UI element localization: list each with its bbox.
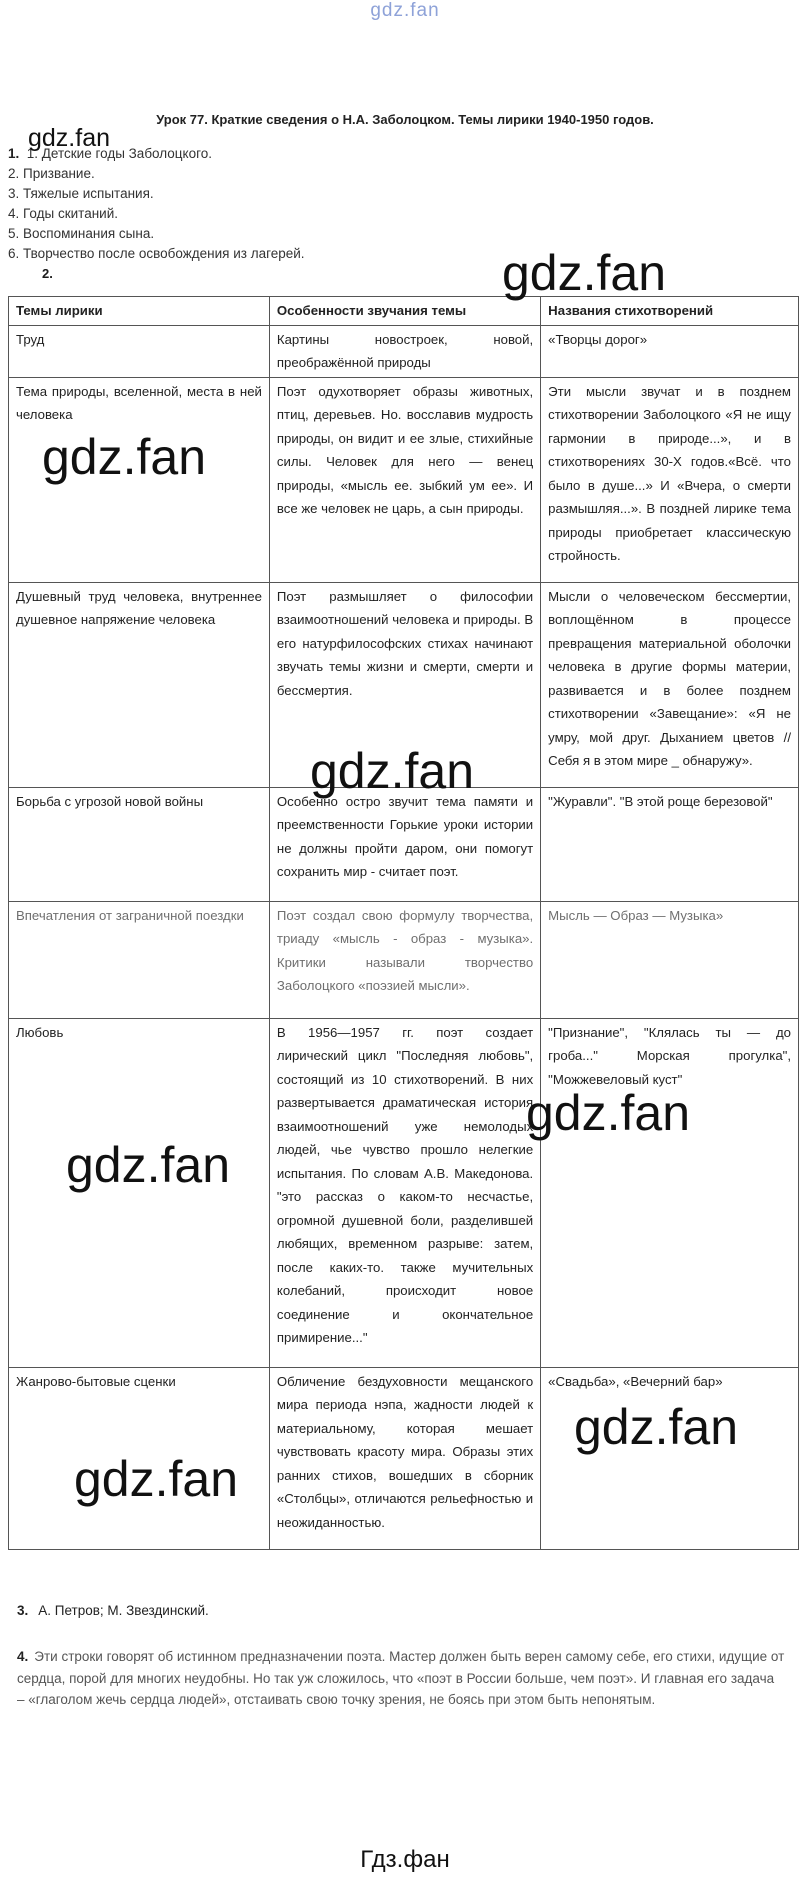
outline-item <box>8 204 768 224</box>
poems-cell: «Свадьба», «Вечерний бар» <box>541 1367 799 1549</box>
answer-4-marker: 4. <box>17 1649 29 1664</box>
poems-cell: Мысль — Образ — Музыка» <box>541 901 799 1018</box>
poems-cell: "Признание", "Клялась ты — до гроба..." Морская прогулка", "Можжевеловый куст" <box>541 1018 799 1367</box>
site-header-watermark: gdz.fan <box>370 0 440 21</box>
answer-2-marker: 2. <box>42 266 53 281</box>
table-row <box>9 901 799 1018</box>
answer-4-text: Эти строки говорят об истинном предназначении поэта. Мастер должен быть верен самому себе, его стихи, идущие от сердца, порой для многих неудобны. Но так уж сложилось, что «поэт в России больше, чем поэт». И главная его задача – «глаголом жечь сердца людей», отстаивать свою точку зрения, не боясь при этом быть непонятым. <box>17 1649 785 1707</box>
outline-item <box>8 164 768 184</box>
header-themes: Темы лирики <box>9 297 270 326</box>
table-row <box>9 787 799 901</box>
outline-item <box>8 224 768 244</box>
theme-cell: Душевный труд человека, внутреннее душевное напряжение человека <box>9 582 270 787</box>
outline-item <box>8 144 768 164</box>
header-features: Особенности звучания темы <box>269 297 540 326</box>
feature-cell: В 1956—1957 гг. поэт создает лирический цикл "Последняя любовь", состоящий из 10 стихотворений. В них развертывается драматическая история взаимоотношений уже немолодых людей, чье чувство прошло нелегкие испытания. По словам А.В. Македонова. "это рассказ о каком-то несчастье, огромной душевной боли, разделившей любящих, временном разрыве: затем, после каких-то. также мучительных колебаний, происходит новое соединение и окончательное примирение..." <box>269 1018 540 1367</box>
header-poems: Названия стихотворений <box>541 297 799 326</box>
outline-item-text: 6. Творчество после освобождения из лагерей. <box>8 246 305 261</box>
watermark-text: gdz.fan <box>526 1085 691 1141</box>
answer-3-text: А. Петров; М. Звездинский. <box>38 1603 209 1618</box>
footer-site-name: Гдз.фан <box>360 1846 450 1873</box>
feature-cell: Особенно остро звучит тема памяти и преемственности Горькие уроки истории не должны пройти даром, они помогут сохранить мир - считает поэт. <box>269 787 540 901</box>
feature-cell: Обличение бездуховности мещанского мира периода нэпа, жадности людей к материальному, которая мешает чувствовать красоту мира. Образы этих ранних стихов, вошедших в сборник «Столбцы», отличаются рельефностью и неожиданностью. <box>269 1367 540 1549</box>
theme-cell: Жанрово-бытовые сценки <box>9 1367 270 1549</box>
outline-item-text: 5. Воспоминания сына. <box>8 226 155 241</box>
feature-cell: Поэт одухотворяет образы животных, птиц, деревьев. Но. восславив мудрость природы, он видит и ее злые, стихийные силы. Человек для него — венец природы, «мысль ее. зыбкий ум ее». И все же человек не царь, а сын природы. <box>269 377 540 582</box>
poems-cell: «Творцы дорог» <box>541 325 799 377</box>
theme-cell: Тема природы, вселенной, места в ней человека <box>9 377 270 582</box>
theme-cell: Борьба с угрозой новой войны <box>9 787 270 901</box>
watermark-text: gdz.fan <box>310 743 475 799</box>
theme-cell: Впечатления от заграничной поездки <box>9 901 270 1018</box>
watermark-text: gdz.fan <box>574 1399 739 1455</box>
poems-cell: Эти мысли звучат и в позднем стихотворении Заболоцкого «Я не ищу гармонии в природе...», и в стихотворениях 30-Х годов.«Всё. что было в душе...» И «Вчера, о смерти размышляя...». В поздней лирике тема природы приобретает классическую стройность. <box>541 377 799 582</box>
poems-cell: "Журавли". "В этой роще березовой" <box>541 787 799 901</box>
watermark-text: gdz.fan <box>74 1451 239 1507</box>
theme-cell: Любовь <box>9 1018 270 1367</box>
answer-3-marker: 3. <box>17 1603 29 1618</box>
watermark-text: gdz.fan <box>42 429 207 485</box>
table-header-row <box>9 297 799 326</box>
feature-cell: Картины новостроек, новой, преображённой природы <box>269 325 540 377</box>
outline-item-text: 2. Призвание. <box>8 166 95 181</box>
watermark-text: gdz.fan <box>66 1137 231 1193</box>
feature-cell: Поэт размышляет о философии взаимоотношений человека и природы. В его натурфилософских стихах начинают звучать темы жизни и смерти, смерти и бессмертия. <box>269 582 540 787</box>
outline-item-text: 4. Годы скитаний. <box>8 206 118 221</box>
outline-item-text: 1. Детские годы Заболоцкого. <box>26 146 212 161</box>
answer-4 <box>17 1646 785 1711</box>
table-row <box>9 325 799 377</box>
feature-cell: Поэт создал свою формулу творчества, триаду «мысль - образ - музыка». Критики называли творчество Заболоцкого «поэзией мысли». <box>269 901 540 1018</box>
outline-item-text: 3. Тяжелые испытания. <box>8 186 154 201</box>
answer-1-marker: 1. <box>8 146 20 161</box>
answer-3 <box>17 1603 209 1618</box>
poems-cell: Мысли о человеческом бессмертии, воплощённом в процессе превращения материальной оболочки человека в другие формы материи, развивается и в более позднем стихотворении «Завещание»: «Я не умру, мой друг. Дыханием цветов // Себя я в этом мире _ обнаружу». <box>541 582 799 787</box>
watermark-text: gdz.fan <box>28 124 111 152</box>
outline-item <box>8 184 768 204</box>
watermark-text: gdz.fan <box>502 245 667 301</box>
theme-cell: Труд <box>9 325 270 377</box>
lesson-title: Урок 77. Краткие сведения о Н.А. Заболоцком. Темы лирики 1940-1950 годов. <box>156 112 654 127</box>
